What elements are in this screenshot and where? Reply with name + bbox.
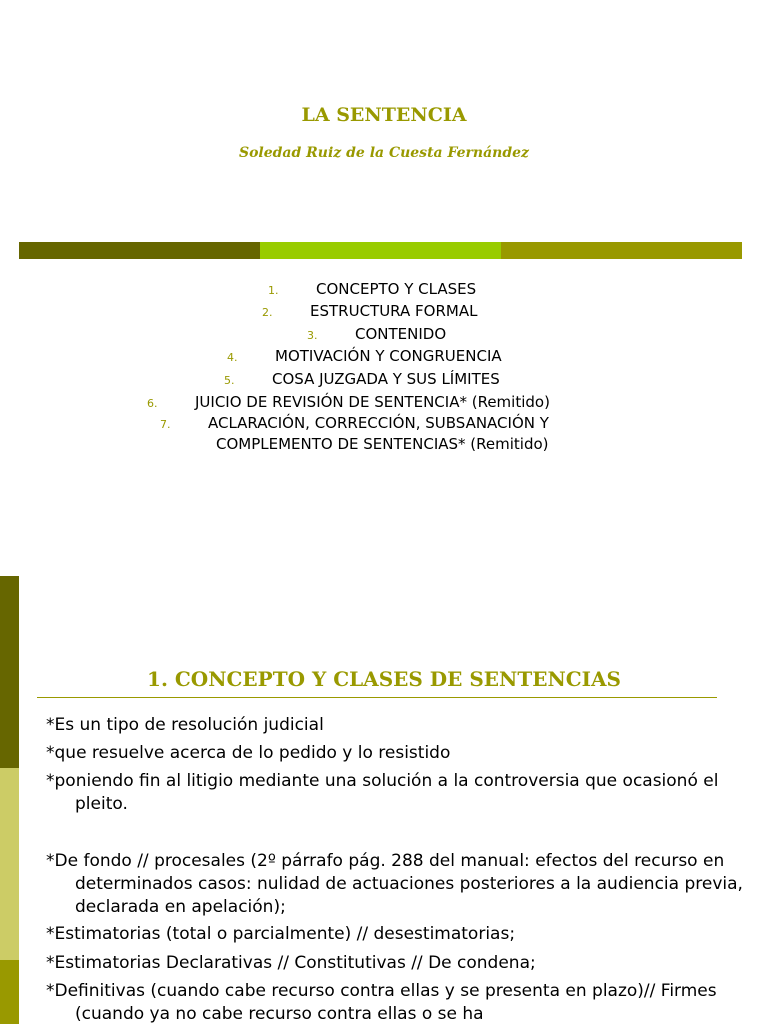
toc-text: JUICIO DE REVISIÓN DE SENTENCIA* (Remitido) <box>195 393 550 411</box>
band-segment-olive <box>501 242 742 259</box>
toc-number: 5. <box>224 374 235 387</box>
toc-text: ACLARACIÓN, CORRECCIÓN, SUBSANACIÓN Y <box>208 414 549 432</box>
sidebar-segment-olive <box>0 960 19 1024</box>
toc-number: 6. <box>147 397 158 410</box>
toc-text: MOTIVACIÓN Y CONGRUENCIA <box>275 347 502 365</box>
bullet-item: *Es un tipo de resolución judicial <box>46 715 324 735</box>
bullet-item: *que resuelve acerca de lo pedido y lo resistido <box>46 743 451 763</box>
sidebar-band <box>0 576 19 1024</box>
slide-concepto <box>0 576 768 1024</box>
bullet-item: *Estimatorias (total o parcialmente) // desestimatorias; <box>46 924 516 944</box>
author-name: Soledad Ruiz de la Cuesta Fernández <box>238 145 530 161</box>
toc-number: 2. <box>262 306 273 319</box>
toc-text: COSA JUZGADA Y SUS LÍMITES <box>272 370 500 388</box>
toc-number: 7. <box>160 418 171 431</box>
section-title: 1. CONCEPTO Y CLASES DE SENTENCIAS <box>147 667 621 691</box>
bullet-item: *De fondo // procesales (2º párrafo pág. 288 del manual: efectos del recurso en determinados casos: nulidad de actuaciones posteriores a la audiencia previa, declarada en apelación); <box>46 851 743 917</box>
band-segment-lime <box>260 242 501 259</box>
toc-text: ESTRUCTURA FORMAL <box>310 302 478 320</box>
band-segment-dark <box>19 242 260 259</box>
document-title: LA SENTENCIA <box>301 104 467 126</box>
toc-text: COMPLEMENTO DE SENTENCIAS* (Remitido) <box>216 435 549 453</box>
toc-number: 3. <box>307 329 318 342</box>
color-band <box>19 242 742 259</box>
bullet-item: *Estimatorias Declarativas // Constitutivas // De condena; <box>46 953 536 973</box>
title-underline <box>37 697 717 698</box>
toc-text: CONTENIDO <box>355 325 447 343</box>
toc-number: 1. <box>268 284 279 297</box>
sidebar-segment-light <box>0 768 19 960</box>
toc-number: 4. <box>227 351 238 364</box>
toc-text: CONCEPTO Y CLASES <box>316 280 477 298</box>
bullet-item: *Definitivas (cuando cabe recurso contra ellas y se presenta en plazo)// Firmes (cuando ya no cabe recurso contra ellas o se ha <box>46 981 717 1024</box>
bullet-item: *poniendo fin al litigio mediante una solución a la controversia que ocasionó el pleito. <box>46 771 719 814</box>
